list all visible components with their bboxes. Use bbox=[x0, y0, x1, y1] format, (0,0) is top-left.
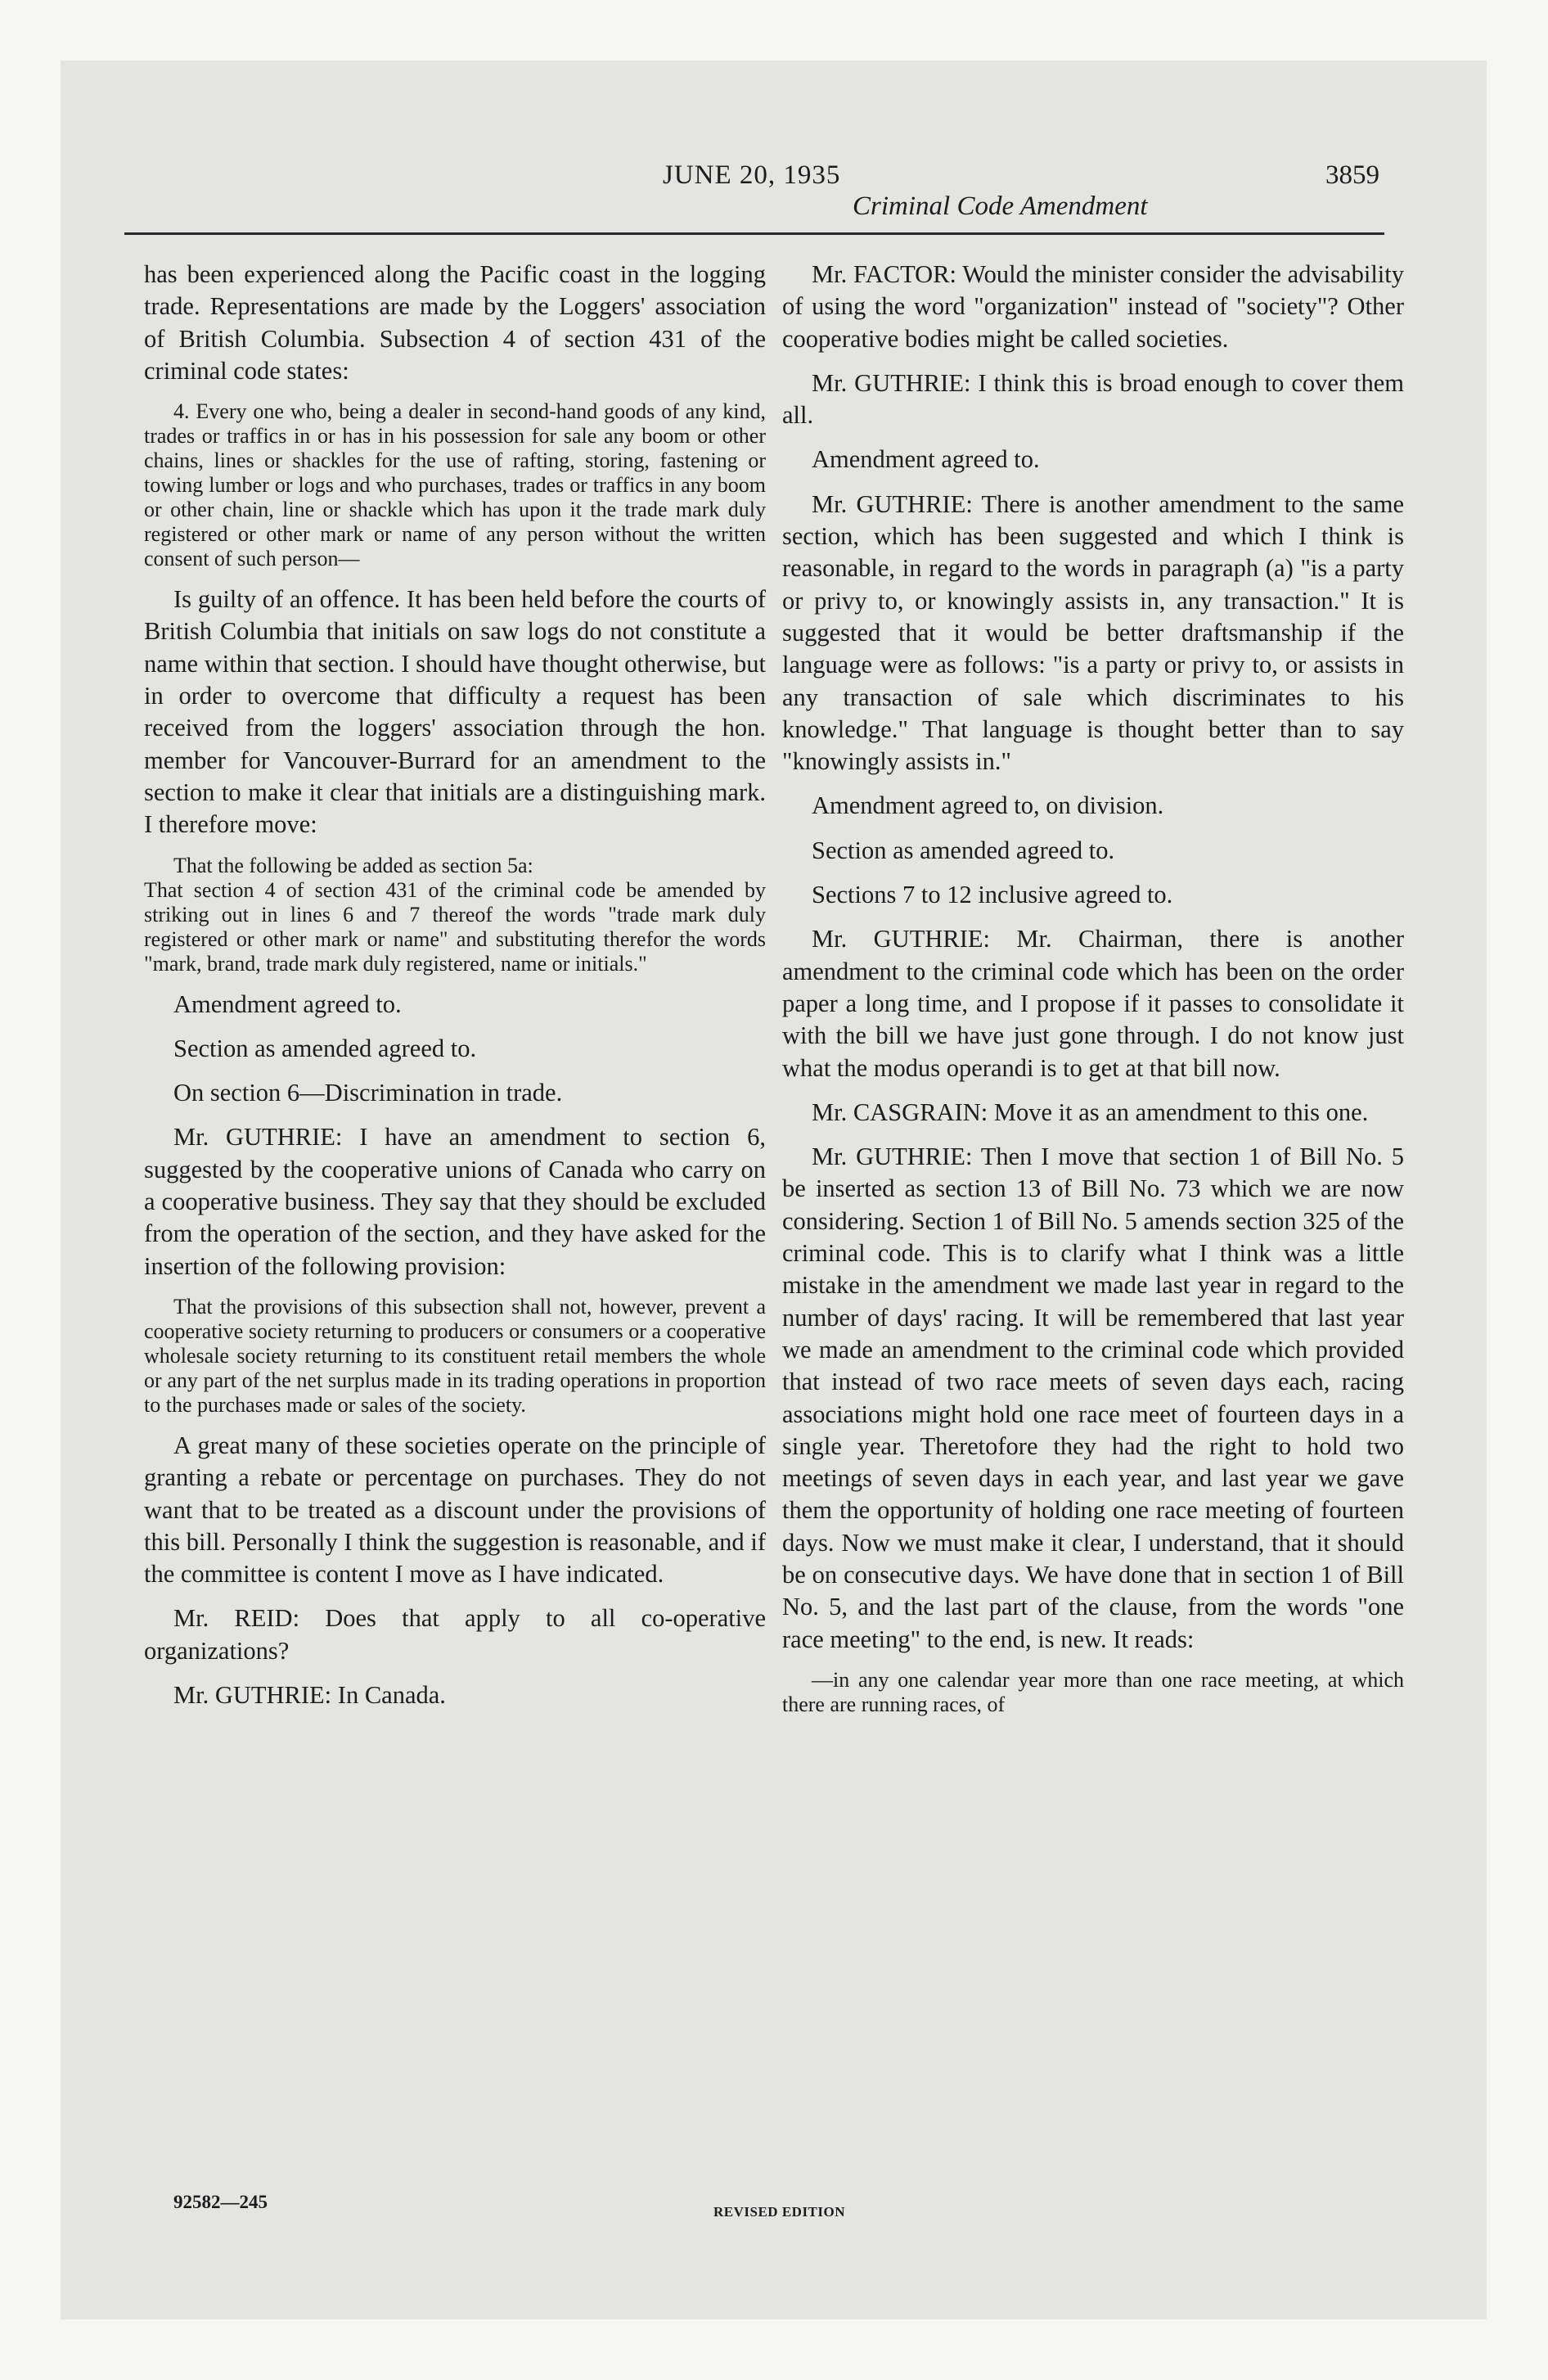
quoted-clause: —in any one calendar year more than one race meeting, at which there are running races, of bbox=[782, 1667, 1404, 1716]
paragraph: Amendment agreed to, on division. bbox=[812, 791, 1164, 820]
paragraph: Mr. GUTHRIE: In Canada. bbox=[173, 1681, 446, 1710]
motion-text bbox=[144, 854, 766, 976]
header-date: JUNE 20, 1935 bbox=[663, 160, 841, 190]
paragraph: Mr. GUTHRIE: Then I move that section 1 of Bill No. 5 be inserted as section 13 of Bill No. 73 which we are now considering. Section 1 of Bill No. 5 amends section 325 of the criminal code. This is to clarify what I think was a little mistake in the amendment we made last year in regard to the number of days' racing. It will be remembered that last year we made an amendment to the criminal code which provided that instead of two race meets of seven days each, racing associations might hold one race meet of fourteen days in a single year. Theretofore they had the right to hold two meetings of seven days in each year, and last year we gave them the opportunity of holding one race meeting of fourteen days. Now we must make it clear, I understand, that it should be on consecutive days. We have done that in section 1 of Bill No. 5, and the last part of the clause, from the words "one race meeting" to the end, is new. It reads: bbox=[782, 1143, 1404, 1653]
page-number: 3859 bbox=[1325, 160, 1379, 190]
quoted-statute: 4. Every one who, being a dealer in second-hand goods of any kind, trades or traffics in or has in his possession for sale any boom or other chains, lines or shackles for the use of rafting, storing, fastening or towing lumber or logs and who purchases, trades or traffics in any boom or other chain, line or shackle which has upon it the trade mark duly registered or other mark or name of any person without the written consent of such person— bbox=[144, 399, 766, 571]
paragraph: Amendment agreed to. bbox=[812, 445, 1040, 474]
left-column bbox=[144, 259, 766, 1724]
paragraph: Is guilty of an offence. It has been held before the courts of British Columbia that initials on saw logs do not constitute a name within that section. I should have thought otherwise, but in order to overcome that difficulty a request has been received from the loggers' association through the hon. member for Vancouver-Burrard for an amendment to the section to make it clear that initials are a distinguishing mark. I therefore move: bbox=[144, 585, 766, 839]
paragraph: has been experienced along the Pacific coast in the logging trade. Representations are made by the Loggers' association of British Columbia. Subsection 4 of section 431 of the criminal code states: bbox=[144, 260, 766, 385]
quoted-provision: That the provisions of this subsection shall not, however, prevent a cooperative society returning to producers or consumers or a cooperative wholesale society returning to its constituent retail members the whole or any part of the net surplus made in its trading operations in proportion to the purchases made or sales of the society. bbox=[144, 1294, 766, 1417]
section-title: Criminal Code Amendment bbox=[853, 192, 1148, 221]
paragraph: Section as amended agreed to. bbox=[173, 1034, 477, 1062]
motion-body: That section 4 of section 431 of the criminal code be amended by striking out in lines 6 and 7 thereof the words "trade mark duly registered or other mark or name" and substituting therefor the words "mark, brand, trade mark duly registered, name or initials." bbox=[144, 877, 766, 976]
paragraph: On section 6—Discrimination in trade. bbox=[173, 1079, 563, 1107]
paragraph: Mr. FACTOR: Would the minister consider the advisability of using the word "organization" instead of "society"? Other cooperative bodies might be called societies. bbox=[782, 260, 1404, 353]
header-rule bbox=[124, 232, 1384, 235]
right-column bbox=[782, 259, 1404, 1729]
paragraph: Section as amended agreed to. bbox=[812, 836, 1115, 864]
paragraph: A great many of these societies operate on the principle of granting a rebate or percentage on purchases. They do not want that to be treated as a discount under the provisions of this bill. Personally I think the suggestion is reasonable, and if the committee is content I move as I have indicated. bbox=[144, 1431, 766, 1589]
paragraph: Mr. CASGRAIN: Move it as an amendment to this one. bbox=[812, 1098, 1369, 1126]
motion-intro: That the following be added as section 5a: bbox=[173, 853, 533, 877]
paragraph: Amendment agreed to. bbox=[173, 989, 402, 1018]
print-reference: 92582—245 bbox=[173, 2192, 268, 2212]
paragraph: Mr. GUTHRIE: There is another amendment to the same section, which has been suggested and which I think is reasonable, in regard to the words in paragraph (a) "is a party or privy to, or knowingly assists in, any transaction." It is suggested that it would be better draftsmanship if the language were as follows: "is a party or privy to, or assists in any transaction of sale which discriminates to his knowledge." That language is thought better than to say "knowingly assists in." bbox=[782, 489, 1404, 776]
paragraph: Mr. GUTHRIE: I think this is broad enough to cover them all. bbox=[782, 368, 1404, 430]
paragraph: Mr. GUTHRIE: I have an amendment to section 6, suggested by the cooperative unions of Canada who carry on a cooperative business. They say that they should be excluded from the operation of the section, and they have asked for the insertion of the following provision: bbox=[144, 1123, 766, 1280]
paragraph: Mr. GUTHRIE: Mr. Chairman, there is another amendment to the criminal code which has been on the order paper a long time, and I propose if it passes to consolidate it with the bill we have just gone through. I do not know just what the modus operandi is to get at that bill now. bbox=[782, 925, 1404, 1082]
paragraph: Sections 7 to 12 inclusive agreed to. bbox=[812, 881, 1173, 909]
edition-label: REVISED EDITION bbox=[713, 2204, 846, 2220]
paragraph: Mr. REID: Does that apply to all co-operative organizations? bbox=[144, 1604, 766, 1665]
